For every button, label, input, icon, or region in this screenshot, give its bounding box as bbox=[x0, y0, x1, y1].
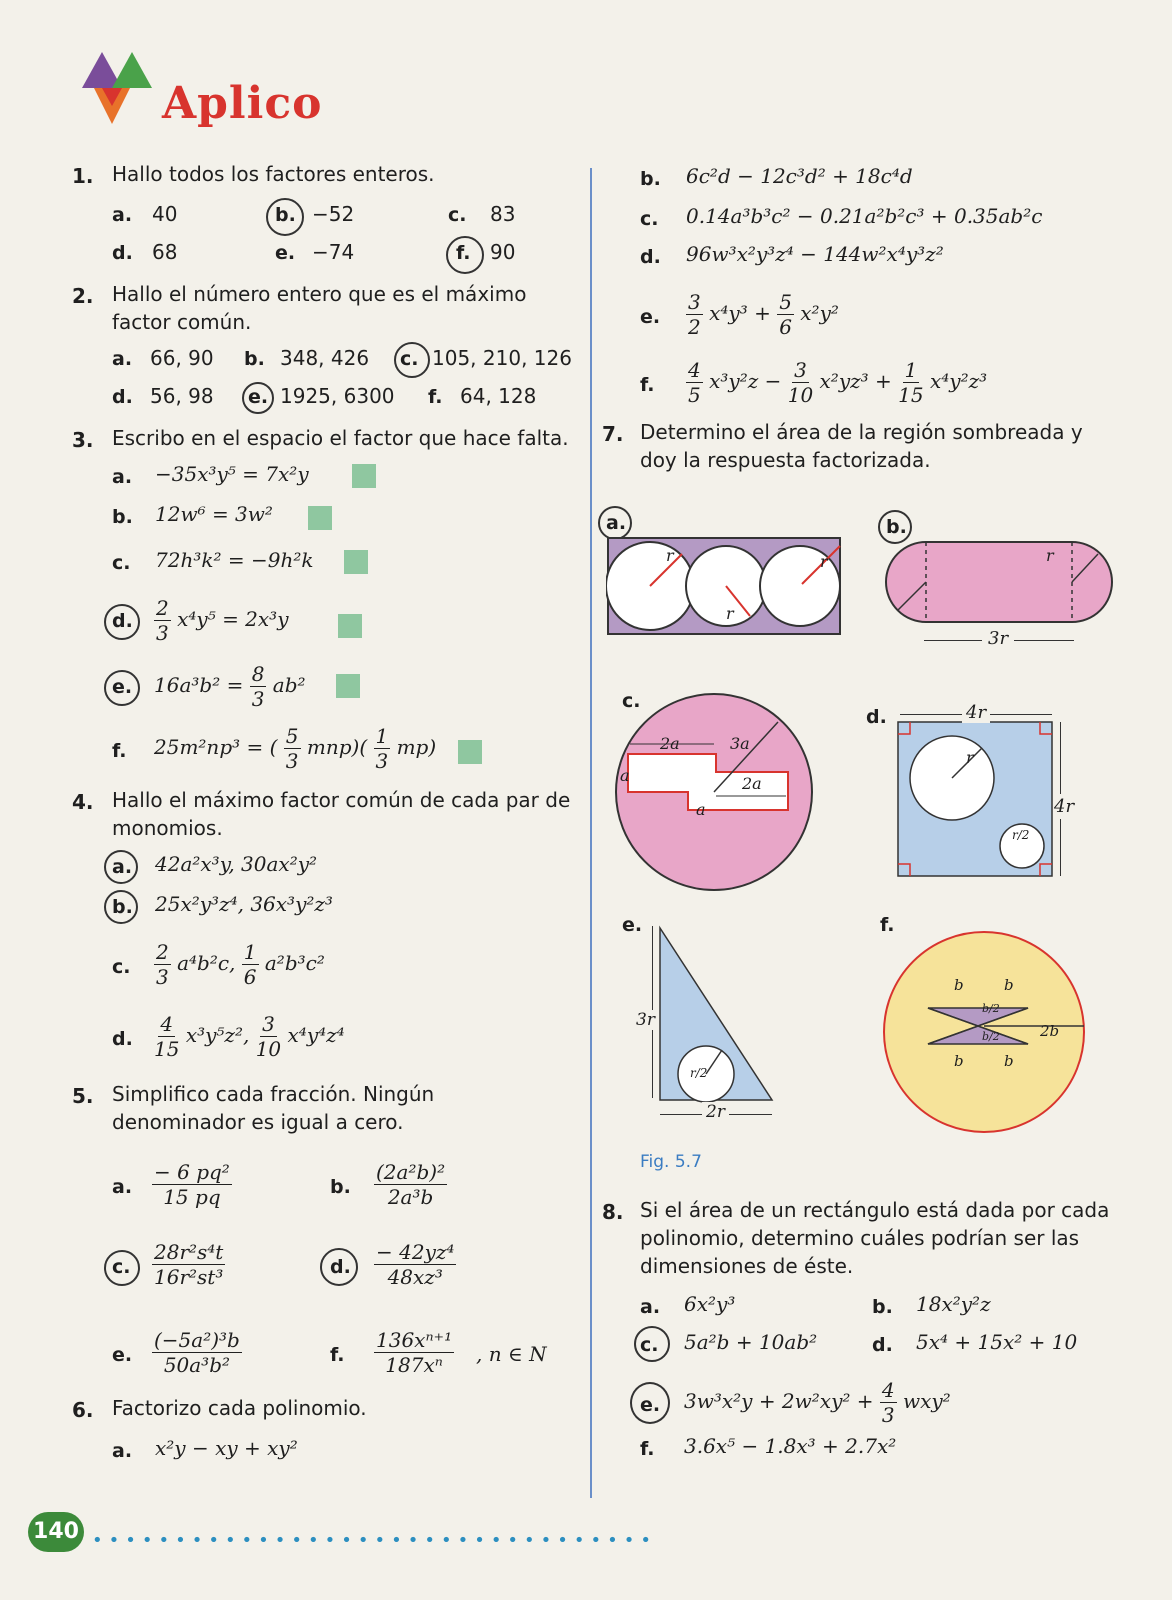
q2d-label: d. bbox=[112, 386, 133, 408]
fig-c-label-2a: 2a bbox=[742, 774, 762, 793]
q6e-label: e. bbox=[640, 306, 661, 328]
q3e-rest: 16a³b² = bbox=[154, 673, 244, 697]
fig-c-label-a: a bbox=[620, 766, 630, 785]
q8a-expr: 6x²y³ bbox=[684, 1292, 736, 1316]
fraction-denominator: 10 bbox=[787, 383, 814, 407]
fraction-denominator: 3 bbox=[375, 749, 389, 773]
q4b-expr: 25x²y³z⁴, 36x³y²z³ bbox=[155, 892, 333, 916]
q6f-expr bbox=[686, 358, 987, 407]
q1b-value: −52 bbox=[312, 202, 355, 226]
q7-number: 7. bbox=[602, 422, 624, 446]
q3b-expr: 12w⁶ = 3w² bbox=[155, 502, 273, 526]
figure-d-square-two-circles bbox=[896, 720, 1056, 880]
q2c-label: c. bbox=[400, 348, 419, 370]
fraction-denominator: 3 bbox=[156, 965, 169, 989]
hand-circle-mark bbox=[320, 1248, 358, 1286]
q6b-label: b. bbox=[640, 168, 661, 190]
q4-text: Hallo el máximo factor común de cada par de monomios. bbox=[112, 788, 571, 840]
fraction-denominator: 3 bbox=[285, 749, 299, 773]
figure-b-stadium bbox=[884, 540, 1116, 636]
hand-circle-mark bbox=[266, 198, 304, 236]
q1e-value: −74 bbox=[312, 240, 355, 264]
q4d-part: x⁴y⁴z⁴ bbox=[287, 1023, 345, 1047]
fig-f-b-label: b bbox=[954, 976, 964, 994]
q2e-value: 1925, 6300 bbox=[280, 384, 395, 408]
fraction-denominator: 10 bbox=[255, 1037, 282, 1061]
fraction-numerator: 3 bbox=[688, 290, 701, 314]
q3f-part: mp) bbox=[396, 735, 437, 759]
answer-box[interactable] bbox=[338, 614, 362, 638]
q6-number: 6. bbox=[72, 1398, 94, 1422]
q1a-value: 40 bbox=[152, 202, 178, 226]
q6a-expr: x²y − xy + xy² bbox=[155, 1436, 298, 1460]
figure-caption: Fig. 5.7 bbox=[640, 1152, 702, 1172]
fraction-numerator: 4 bbox=[881, 1378, 895, 1402]
q5-number: 5. bbox=[72, 1084, 94, 1108]
q1d-label: d. bbox=[112, 242, 133, 264]
fraction-denominator: 48xz³ bbox=[387, 1265, 443, 1289]
q4d-label: d. bbox=[112, 1028, 133, 1050]
q4c-part: a²b³c² bbox=[264, 951, 325, 975]
q5f-fraction bbox=[374, 1328, 454, 1377]
fig-f-b-label: b bbox=[954, 1052, 964, 1070]
q4c-expr bbox=[154, 940, 325, 989]
q1f-label: f. bbox=[456, 242, 471, 264]
hand-circle-mark bbox=[634, 1326, 670, 1362]
q4a-expr: 42a²x³y, 30ax²y² bbox=[155, 852, 318, 876]
q8f-expr: 3.6x⁵ − 1.8x³ + 2.7x² bbox=[684, 1434, 897, 1458]
fraction-numerator: 28r²s⁴t bbox=[154, 1240, 224, 1264]
fig-b-width-label: 3r bbox=[982, 628, 1014, 649]
q8b-expr: 18x²y²z bbox=[916, 1292, 991, 1316]
column-divider bbox=[590, 168, 592, 1498]
fraction-numerator: 2 bbox=[156, 596, 169, 620]
fraction-denominator: 187xⁿ bbox=[385, 1353, 443, 1377]
fraction-numerator: 5 bbox=[779, 290, 792, 314]
q3f-part: 25m²np³ = ( bbox=[154, 735, 278, 759]
q2f-label: f. bbox=[428, 386, 443, 408]
q8a-label: a. bbox=[640, 1296, 661, 1318]
q1-text: Hallo todos los factores enteros. bbox=[112, 162, 435, 186]
hand-circle-mark bbox=[242, 382, 274, 414]
fraction-numerator: 2 bbox=[156, 940, 169, 964]
hand-circle-mark bbox=[104, 850, 138, 884]
q8e-label: e. bbox=[640, 1394, 661, 1416]
q5d-label: d. bbox=[330, 1256, 351, 1278]
q5-text: Simplifico cada fracción. Ningún denominador es igual a cero. bbox=[112, 1082, 435, 1134]
fraction-numerator: − 42yz⁴ bbox=[376, 1240, 455, 1264]
page-title: Aplico bbox=[162, 78, 323, 129]
fig-a-radius-label: r bbox=[726, 604, 734, 623]
hand-circle-mark bbox=[598, 506, 632, 540]
fraction-denominator: 3 bbox=[156, 621, 169, 645]
q5f-label: f. bbox=[330, 1344, 345, 1366]
q6e-expr bbox=[686, 290, 839, 339]
q3f-label: f. bbox=[112, 740, 127, 762]
fig-f-half-b-label: b/2 bbox=[982, 1002, 1000, 1015]
q6e-part: x²y² bbox=[800, 301, 839, 325]
q8c-label: c. bbox=[640, 1334, 659, 1356]
fraction-numerator: 4 bbox=[160, 1012, 174, 1036]
fraction-numerator: 5 bbox=[285, 724, 299, 748]
fig-a-label: a. bbox=[606, 512, 627, 534]
fraction-numerator: 136xⁿ⁺¹ bbox=[376, 1328, 453, 1352]
fig-b-radius-label: r bbox=[1046, 546, 1054, 565]
q6c-label: c. bbox=[640, 208, 659, 230]
fraction-denominator: 3 bbox=[251, 687, 265, 711]
q8f-label: f. bbox=[640, 1438, 655, 1460]
q3d-rest: x⁴y⁵ = 2x³y bbox=[177, 607, 289, 631]
q6f-part: x³y²z − bbox=[709, 369, 782, 393]
hand-circle-mark bbox=[104, 604, 140, 640]
fraction-denominator: 16r²st³ bbox=[154, 1265, 224, 1289]
fraction-denominator: 2a³b bbox=[387, 1185, 434, 1209]
q8b-label: b. bbox=[872, 1296, 893, 1318]
q2f-value: 64, 128 bbox=[460, 384, 537, 408]
q3e-expr bbox=[154, 662, 306, 711]
q4c-label: c. bbox=[112, 956, 131, 978]
q3f-expr bbox=[154, 724, 436, 773]
q5b-fraction bbox=[374, 1160, 447, 1209]
q5e-label: e. bbox=[112, 1344, 133, 1366]
q2a-value: 66, 90 bbox=[150, 346, 214, 370]
q4c-part: a⁴b²c, bbox=[177, 951, 236, 975]
hand-circle-mark bbox=[446, 236, 484, 274]
hand-circle-mark bbox=[878, 510, 912, 544]
q2b-label: b. bbox=[244, 348, 265, 370]
q4d-expr bbox=[154, 1012, 345, 1061]
q6e-part: x⁴y³ + bbox=[709, 301, 771, 325]
fraction-numerator: (2a²b)² bbox=[376, 1160, 446, 1184]
fig-c-label: c. bbox=[622, 690, 641, 712]
fraction-denominator: 3 bbox=[881, 1403, 895, 1427]
fraction-numerator: 1 bbox=[243, 940, 257, 964]
q8d-label: d. bbox=[872, 1334, 893, 1356]
q3c-label: c. bbox=[112, 552, 131, 574]
fraction-numerator: 1 bbox=[375, 724, 389, 748]
fraction-numerator: 3 bbox=[794, 358, 807, 382]
q6f-part: x⁴y²z³ bbox=[929, 369, 988, 393]
q2e-label: e. bbox=[248, 386, 269, 408]
fig-e-height-label: 3r bbox=[636, 1010, 655, 1030]
q4b-label: b. bbox=[112, 896, 133, 918]
answer-box[interactable] bbox=[344, 550, 368, 574]
q8-text: Si el área de un rectángulo está dada por cada polinomio, determino cuáles podrían ser las dimensiones de éste. bbox=[640, 1198, 1110, 1278]
fraction-denominator: 15 pq bbox=[163, 1185, 221, 1209]
fraction-denominator: 50a³b² bbox=[163, 1353, 231, 1377]
answer-box[interactable] bbox=[336, 674, 360, 698]
fig-d-height-label: 4r bbox=[1054, 796, 1075, 817]
answer-box[interactable] bbox=[352, 464, 376, 488]
q8e-part: wxy² bbox=[902, 1389, 951, 1413]
q8e-expr bbox=[684, 1378, 951, 1427]
q3a-expr: −35x³y⁵ = 7x²y bbox=[155, 462, 309, 486]
fig-f-label: f. bbox=[880, 914, 895, 936]
q5a-label: a. bbox=[112, 1176, 133, 1198]
q6f-part: x²yz³ + bbox=[819, 369, 892, 393]
q6d-expr: 96w³x²y³z⁴ − 144w²x⁴y³z² bbox=[686, 242, 944, 266]
q7-text: Determino el área de la región sombreada y doy la respuesta factorizada. bbox=[640, 420, 1083, 472]
q5f-tail: , n ∈ N bbox=[476, 1342, 547, 1366]
fraction-numerator: (−5a²)³b bbox=[154, 1328, 240, 1352]
fig-c-label-3a: 3a bbox=[730, 734, 750, 753]
q1b-label: b. bbox=[275, 204, 296, 226]
fraction-numerator: 1 bbox=[904, 358, 918, 382]
q6f-label: f. bbox=[640, 374, 655, 396]
q3d-label: d. bbox=[112, 610, 133, 632]
q2a-label: a. bbox=[112, 348, 133, 370]
fig-f-2b-label: 2b bbox=[1040, 1022, 1060, 1040]
fraction-denominator: 2 bbox=[688, 315, 701, 339]
hand-circle-mark bbox=[630, 1382, 670, 1424]
q6d-label: d. bbox=[640, 246, 661, 268]
fig-f-half-b-label: b/2 bbox=[982, 1030, 1000, 1043]
q1c-value: 83 bbox=[490, 202, 516, 226]
hand-circle-mark bbox=[104, 890, 138, 924]
q3d-expr bbox=[154, 596, 289, 645]
q5a-fraction bbox=[152, 1160, 232, 1209]
q3e-label: e. bbox=[112, 676, 133, 698]
fig-f-b-label: b bbox=[1004, 1052, 1014, 1070]
hand-circle-mark bbox=[104, 1250, 140, 1286]
q6c-expr: 0.14a³b³c² − 0.21a²b²c³ + 0.35ab²c bbox=[686, 204, 1043, 228]
footer-dots: •••••••••••••••••••••••••••••••••• bbox=[92, 1530, 657, 1551]
answer-box[interactable] bbox=[308, 506, 332, 530]
fig-a-radius-label: r bbox=[666, 546, 674, 565]
fig-e-radius-label: r/2 bbox=[690, 1066, 708, 1080]
fig-d-label: d. bbox=[866, 706, 887, 728]
fraction-numerator: 3 bbox=[262, 1012, 275, 1036]
fraction-numerator: 4 bbox=[688, 358, 701, 382]
q8c-expr: 5a²b + 10ab² bbox=[684, 1330, 818, 1354]
q3e-tail: ab² bbox=[272, 673, 306, 697]
q3b-label: b. bbox=[112, 506, 133, 528]
fig-d-width-label: 4r bbox=[962, 702, 990, 723]
hand-circle-mark bbox=[104, 670, 140, 706]
fig-c-label-2a: 2a bbox=[660, 734, 680, 753]
q5e-fraction bbox=[152, 1328, 242, 1377]
q2-number: 2. bbox=[72, 284, 94, 308]
fraction-denominator: 15 bbox=[154, 1037, 180, 1061]
q2b-value: 348, 426 bbox=[280, 346, 370, 370]
fraction-numerator: 8 bbox=[251, 662, 265, 686]
q3a-label: a. bbox=[112, 466, 133, 488]
q4a-label: a. bbox=[112, 856, 133, 878]
q6-text: Factorizo cada polinomio. bbox=[112, 1396, 367, 1420]
q1c-label: c. bbox=[448, 204, 467, 226]
q2c-value: 105, 210, 126 bbox=[432, 346, 572, 370]
q3f-part: mnp)( bbox=[306, 735, 368, 759]
q5b-label: b. bbox=[330, 1176, 351, 1198]
q8e-part: 3w³x²y + 2w²xy² + bbox=[684, 1389, 874, 1413]
fig-f-b-label: b bbox=[1004, 976, 1014, 994]
fraction-denominator: 6 bbox=[243, 965, 257, 989]
fraction-numerator: − 6 pq² bbox=[154, 1160, 230, 1184]
q2d-value: 56, 98 bbox=[150, 384, 214, 408]
q6b-expr: 6c²d − 12c³d² + 18c⁴d bbox=[686, 164, 913, 188]
q2-text: Hallo el número entero que es el máximo factor común. bbox=[112, 282, 527, 334]
q8d-expr: 5x⁴ + 15x² + 10 bbox=[916, 1330, 1078, 1354]
q1e-label: e. bbox=[275, 242, 296, 264]
page-number-badge: 140 bbox=[28, 1512, 84, 1552]
q4-number: 4. bbox=[72, 790, 94, 814]
q5c-label: c. bbox=[112, 1256, 131, 1278]
q6a-label: a. bbox=[112, 1440, 133, 1462]
fraction-denominator: 15 bbox=[898, 383, 924, 407]
fig-d-small-radius-label: r/2 bbox=[1012, 828, 1030, 842]
q5c-fraction bbox=[152, 1240, 225, 1289]
q1a-label: a. bbox=[112, 204, 133, 226]
fig-c-label-a: a bbox=[696, 800, 706, 819]
figure-e-triangle-circle bbox=[650, 924, 780, 1110]
fig-d-radius-label: r bbox=[966, 748, 974, 767]
q3-text: Escribo en el espacio el factor que hace falta. bbox=[112, 426, 569, 450]
figure-c-circle-with-s bbox=[606, 692, 822, 894]
fraction-denominator: 6 bbox=[779, 315, 792, 339]
q1f-value: 90 bbox=[490, 240, 516, 264]
aplico-logo-icon bbox=[72, 48, 162, 128]
q1d-value: 68 bbox=[152, 240, 178, 264]
fig-e-label: e. bbox=[622, 914, 643, 936]
fig-b-label: b. bbox=[886, 516, 907, 538]
q3c-expr: 72h³k² = −9h²k bbox=[155, 548, 314, 572]
answer-box[interactable] bbox=[458, 740, 482, 764]
q8-number: 8. bbox=[602, 1200, 624, 1224]
fraction-denominator: 5 bbox=[688, 383, 701, 407]
q3-number: 3. bbox=[72, 428, 94, 452]
fig-e-base-label: 2r bbox=[702, 1102, 729, 1122]
q4d-part: x³y⁵z², bbox=[185, 1023, 250, 1047]
q5d-fraction bbox=[374, 1240, 456, 1289]
fig-a-radius-label: r bbox=[820, 552, 828, 571]
q1-number: 1. bbox=[72, 164, 94, 188]
hand-circle-mark bbox=[394, 342, 430, 378]
